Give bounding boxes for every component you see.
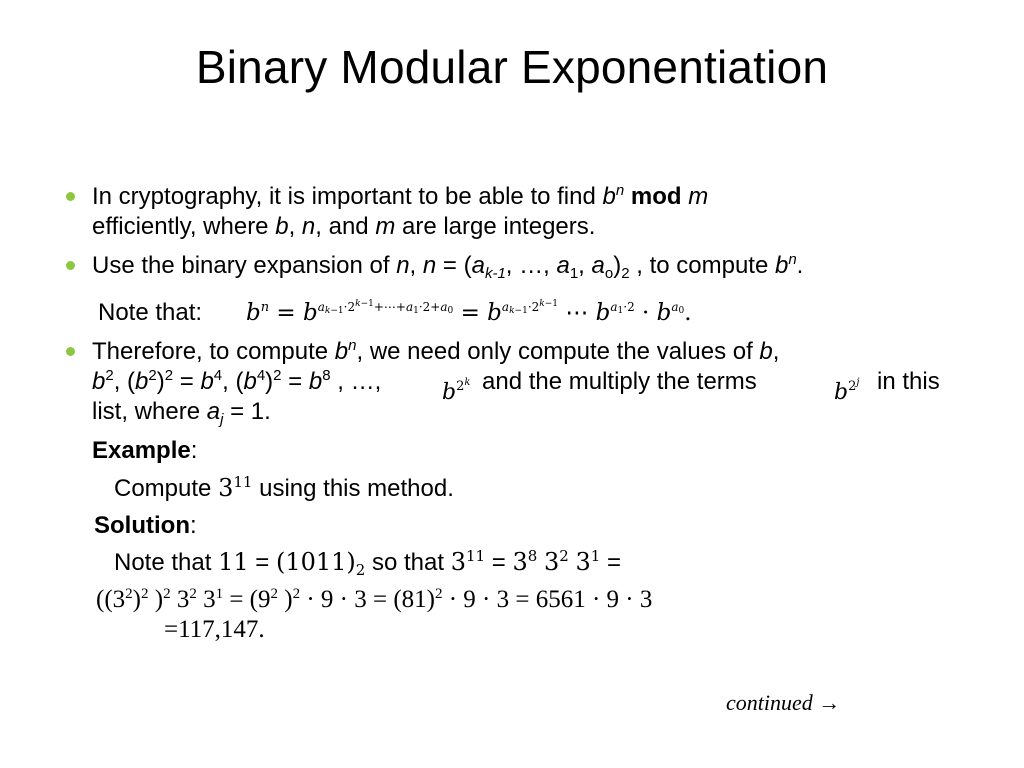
var-m: m: [375, 213, 396, 240]
sub-j: j: [220, 411, 224, 428]
example-rest: using this method.: [252, 475, 454, 502]
example-statement: [114, 473, 454, 504]
bullet-2-line: Use the binary expansion of n, $n = (a_{k-1}$, …, $a_1$, $a_o)_2$ , to compute $b^n$.: [92, 251, 804, 282]
bullet-1-line-2: [92, 212, 595, 242]
bullet-3-text-c: and the multiply the terms: [482, 368, 757, 395]
var-m: m: [688, 183, 709, 210]
bullet-2-tail: , to compute: [629, 252, 775, 279]
eleven: 11: [218, 548, 249, 576]
base-2-sub: 2: [355, 561, 366, 579]
var-b: b: [334, 338, 349, 365]
sub-k-1: k-1: [484, 265, 506, 282]
solution-line-1: Note that $11 = (1011)_2$ so that $3^{11} = 3^8$ $3^2$ $3^1$ =: [114, 547, 621, 579]
var-n: n: [301, 213, 316, 240]
b-2k-term: $b^{2^k}$: [442, 377, 471, 405]
ellipsis: , …,: [505, 252, 557, 279]
note-that-text: Note that: [114, 549, 219, 576]
var-a: a: [556, 252, 570, 279]
var-a: a: [206, 398, 221, 425]
var-b: b: [759, 338, 773, 365]
exponent-eleven: 11: [233, 473, 253, 491]
so-that-text: so that: [365, 549, 451, 576]
var-n-sup: n: [615, 182, 625, 199]
bullet-3-line-3: [92, 397, 271, 427]
var-b: b: [774, 252, 789, 279]
solution-computation: ($(3^2)^2$ )$^2$ $3^2$ $3^1 = (9^2$ )$^2 \cdot 9 \cdot 3 = (81)^2 \cdot 9 \cdot 3 = 6561 \cdot 9 \cdot 3$: [96, 586, 653, 613]
comma-and: , and: [315, 213, 376, 240]
colon: :: [190, 437, 198, 464]
bullet-3-text: Therefore, to compute: [92, 338, 335, 365]
compute-text: Compute: [114, 475, 219, 502]
bullet-3-text-d: in this: [877, 368, 940, 395]
binary-expansion-formula: $b^n = b^{a_{k-1}\cdot 2^{k-1}+\cdots+a_1\cdot 2+a_0} = b^{a_{k-1}\cdot 2^{k-1}}$ ⋯ $b^{a_1\cdot 2} \cdot b^{a_0}$.: [246, 299, 692, 326]
sub-0: o: [604, 265, 614, 282]
bullet-3-line-1: [92, 337, 779, 367]
equals: =: [248, 549, 276, 576]
equals-one: = 1.: [223, 398, 271, 425]
sub-1: 1: [569, 265, 579, 282]
b-2j-term: $b^{2^j}$: [834, 377, 860, 405]
bullet-3-line-2: $b^2$, $(b^2)^2 = b^4$, $(b^4)^2 = b^8$ , …,: [92, 367, 382, 395]
bullet-2-text: Use the binary expansion of: [92, 252, 397, 279]
var-a: a: [471, 252, 485, 279]
bullet-1-text-2: efficiently, where: [92, 213, 276, 240]
bullet-3-text-b: , we need only compute the values of: [356, 338, 760, 365]
solution-label: Solution: [94, 512, 190, 539]
base-three: 3: [218, 474, 234, 502]
bullet-dot: [66, 192, 75, 201]
solution-heading: [94, 511, 197, 541]
comma: ,: [288, 213, 302, 240]
example-heading: [92, 436, 197, 466]
equals-paren: = (: [436, 252, 472, 279]
var-b: b: [602, 183, 616, 210]
comma: ,: [409, 252, 423, 279]
close-paren: ): [613, 252, 622, 279]
sub-2: 2: [621, 265, 630, 282]
var-n: n: [396, 252, 410, 279]
colon: :: [189, 512, 197, 539]
period: .: [796, 252, 804, 279]
example-label: Example: [92, 437, 191, 464]
bullet-1-text-end: are large integers.: [395, 213, 596, 240]
bullet-dot: [66, 347, 75, 356]
var-a: a: [591, 252, 605, 279]
note-that-label: Note that:: [98, 299, 203, 326]
var-b: b: [275, 213, 289, 240]
bullet-1-line-1: [92, 182, 708, 212]
continued-link[interactable]: continued →: [726, 690, 841, 715]
binary-1011: (1011): [275, 548, 356, 576]
var-n-sup: n: [788, 251, 797, 268]
bullet-1-text: In cryptography, it is important to be able to find: [92, 183, 603, 210]
bullet-3-text-3: list, where: [92, 398, 207, 425]
slide-title: Binary Modular Exponentiation: [195, 41, 829, 93]
mod-keyword: mod: [630, 183, 682, 210]
solution-result: =117,147.: [164, 616, 265, 643]
bullet-dot: [66, 261, 75, 270]
var-n: n: [422, 252, 437, 279]
comma: ,: [772, 338, 780, 365]
var-n-sup: n: [348, 337, 357, 354]
